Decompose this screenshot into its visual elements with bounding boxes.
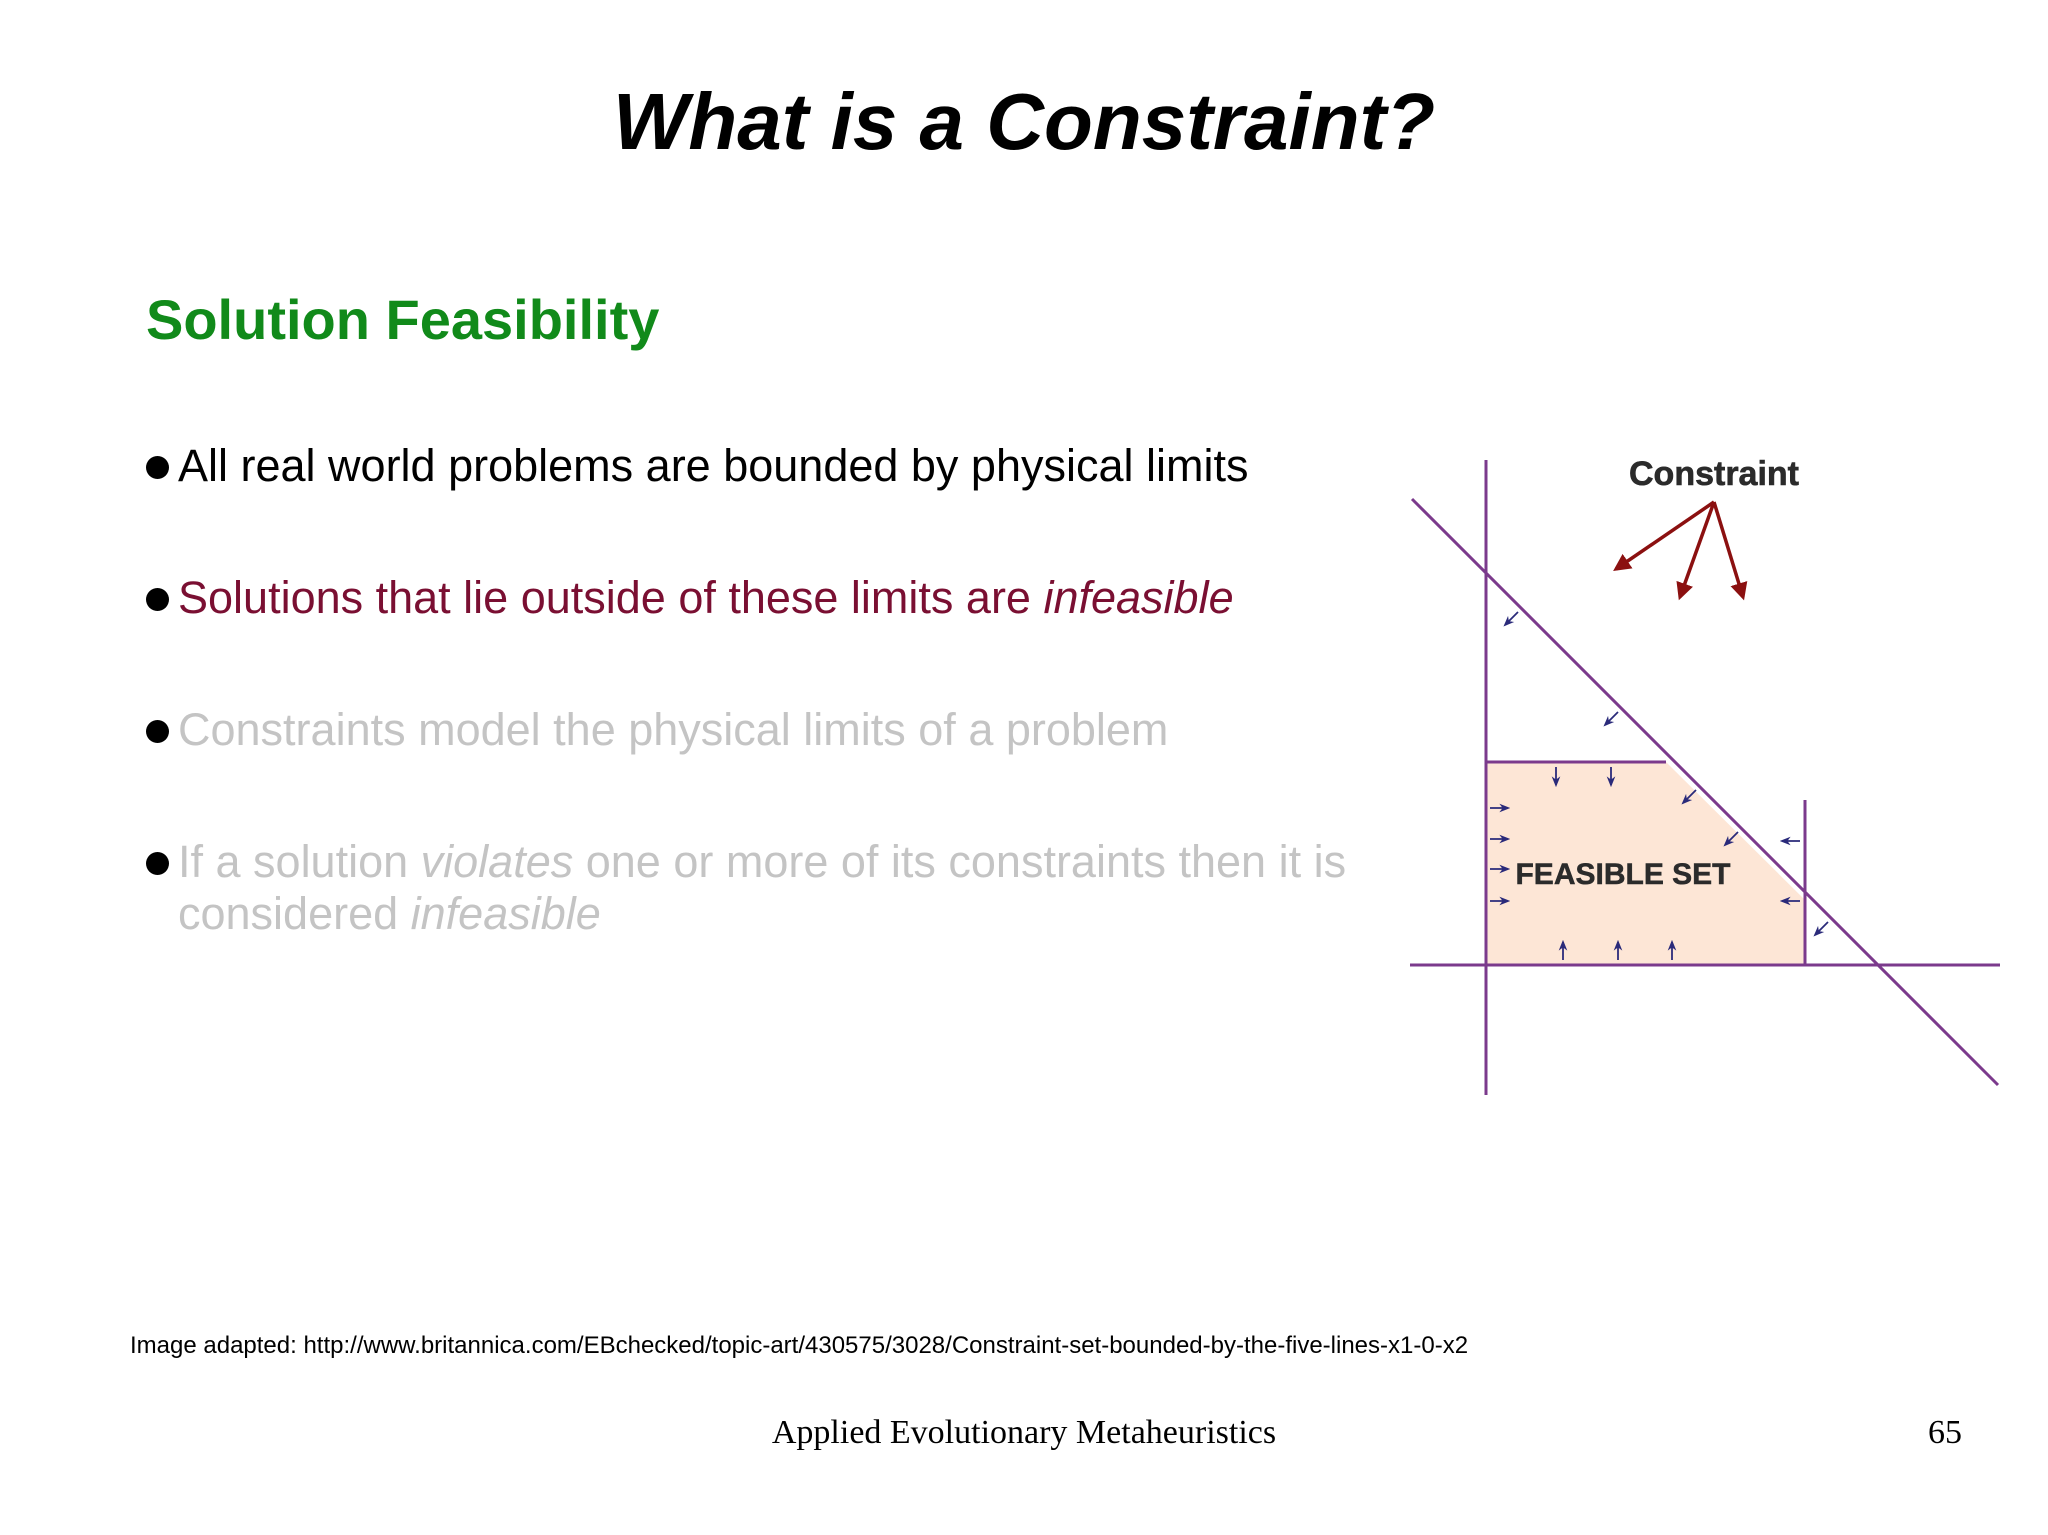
feasible-set-label: FEASIBLE SET	[1515, 858, 1731, 891]
bullet-dot-icon	[146, 588, 169, 611]
footer-course-title: Applied Evolutionary Metaheuristics	[771, 1414, 1277, 1451]
bullet-text: Solutions that lie outside of these limits are	[178, 572, 1044, 623]
bullet-item	[146, 704, 1168, 756]
bullet-dot-icon	[146, 852, 169, 875]
constraint-pointer-arrows	[1616, 502, 1743, 597]
bullet-emphasis: violates	[420, 836, 574, 887]
constraint-label: Constraint	[1629, 455, 1799, 493]
bullet-dot-icon	[146, 720, 169, 743]
bullet-text: Constraints model the physical limits of a problem	[178, 704, 1169, 755]
bullet-text: All real world problems are bounded by physical limits	[178, 440, 1249, 491]
bullet-item	[146, 572, 1234, 624]
bullet-text: If a solution	[178, 836, 421, 887]
bullet-emphasis: infeasible	[410, 888, 601, 939]
bullet-dot-icon	[146, 456, 169, 479]
bullet-item	[146, 836, 1438, 940]
bullet-item	[146, 440, 1249, 492]
page-number: 65	[1928, 1414, 1962, 1451]
image-credit: Image adapted: http://www.britannica.com/EBchecked/topic-art/430575/3028/Constraint-set-bounded-by-the-five-lines-x1-0-x2	[130, 1332, 1469, 1359]
slide-title: What is a Constraint?	[612, 77, 1436, 166]
slide-subtitle: Solution Feasibility	[146, 288, 660, 351]
bullet-emphasis: infeasible	[1043, 572, 1234, 623]
constraint-diagram	[1400, 455, 2000, 1095]
bullet-text: one or more of its constraints then it is considered	[178, 836, 1347, 939]
